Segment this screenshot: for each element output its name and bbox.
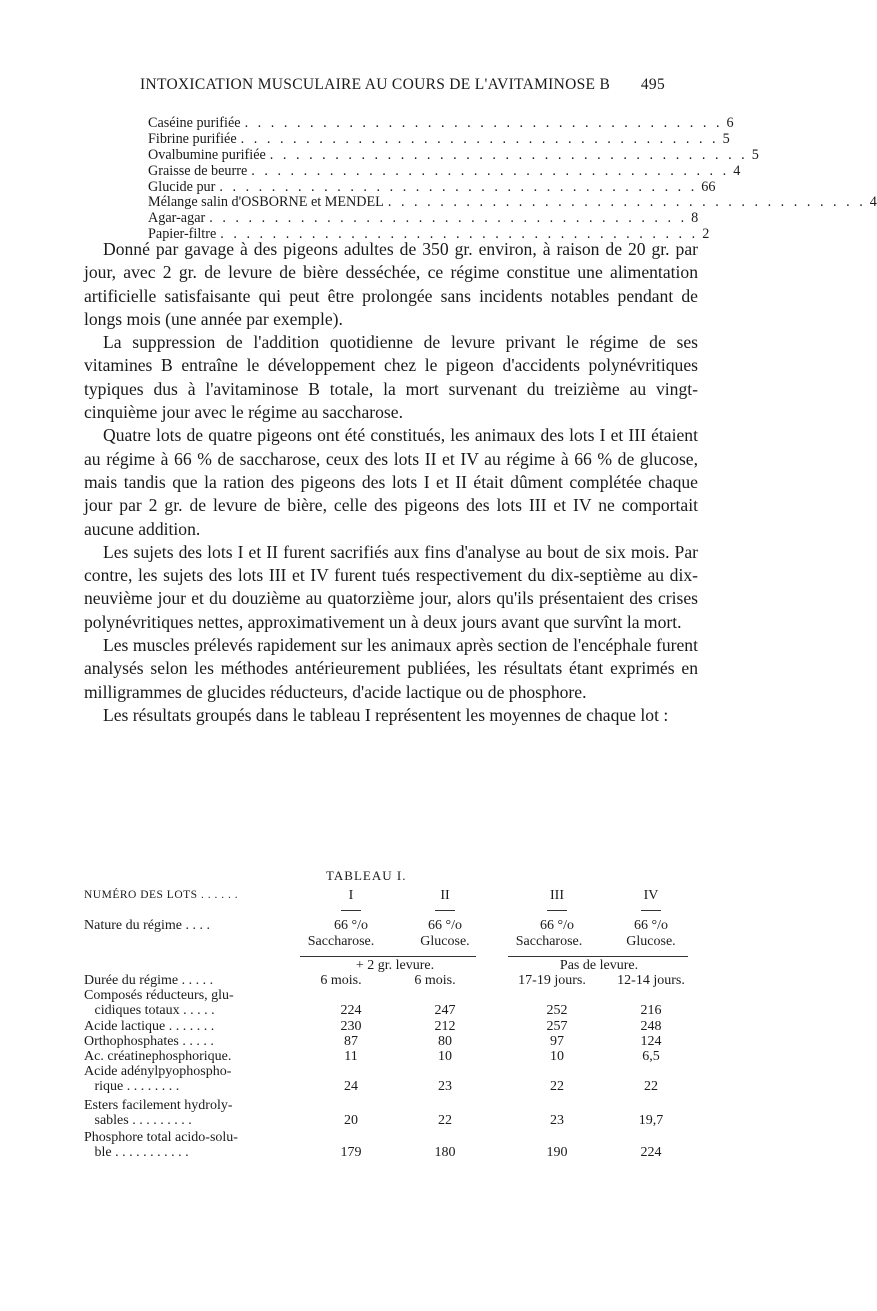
table-cell: 124	[640, 1034, 662, 1049]
table-cell: Glucose.	[626, 934, 676, 949]
list-item: Ovalbumine purifiée . . . . . . . . . . . . . . . . . . . . . . . . . . . . . . . . . . . . . 5	[148, 146, 759, 163]
divider	[435, 910, 455, 911]
table-cell: 6,5	[642, 1049, 660, 1064]
table-cell: 252	[546, 1003, 568, 1018]
table-cell: Pas de levure.	[559, 958, 639, 973]
row-label: Esters facilement hydroly- sables . . . . . . . . .	[84, 1098, 233, 1128]
table-cell: 66 °/o	[540, 918, 574, 933]
row-label: Durée du régime . . . . .	[84, 973, 214, 988]
table-cell: 6 mois.	[414, 973, 456, 988]
brace-line	[508, 956, 688, 957]
table-cell: 22	[550, 1079, 564, 1094]
row-label: Nature du régime . . . .	[84, 918, 210, 933]
table-cell: 20	[344, 1113, 358, 1128]
header-title: INTOXICATION MUSCULAIRE AU COURS DE L'AVITAMINOSE B	[140, 76, 611, 93]
paragraph: Les résultats groupés dans le tableau I représentent les moyennes de chaque lot :	[103, 704, 669, 725]
table-cell: 179	[340, 1145, 362, 1160]
table-cell: 66 °/o	[634, 918, 668, 933]
table-cell: 224	[640, 1145, 662, 1160]
table-cell: 257	[546, 1019, 568, 1034]
list-item: Fibrine purifiée . . . . . . . . . . . . . . . . . . . . . . . . . . . . . . . . . . . . . 5	[148, 130, 730, 147]
table-cell: Glucose.	[420, 934, 470, 949]
table-cell: 6 mois.	[320, 973, 362, 988]
row-label: Acide lactique . . . . . . .	[84, 1019, 215, 1034]
table-caption: TABLEAU I.	[326, 868, 407, 883]
table-cell: III	[550, 888, 564, 903]
table-cell: 66 °/o	[428, 918, 462, 933]
table-cell: 22	[438, 1113, 452, 1128]
table-cell: 230	[340, 1019, 362, 1034]
table-cell: 66 °/o	[334, 918, 368, 933]
brace-line	[300, 956, 476, 957]
list-item: Mélange salin d'OSBORNE et MENDEL . . . . . . . . . . . . . . . . . . . . . . . . . . . . . . . . . . . . . 4	[148, 194, 877, 211]
ingredient-list	[148, 115, 877, 243]
list-item: Graisse de beurre . . . . . . . . . . . . . . . . . . . . . . . . . . . . . . . . . . . . . 4	[148, 162, 741, 179]
row-label: Phosphore total acido-solu- ble . . . . . . . . . . .	[84, 1130, 238, 1160]
divider	[547, 910, 567, 911]
list-item: Agar-agar . . . . . . . . . . . . . . . . . . . . . . . . . . . . . . . . . . . . . 8	[148, 210, 699, 227]
table-cell: 10	[550, 1049, 564, 1064]
table-cell: 10	[438, 1049, 452, 1064]
row-label: NUMÉRO DES LOTS . . . . . .	[84, 889, 239, 901]
paragraph: Quatre lots de quatre pigeons ont été constitués, les animaux des lots I et III étaient au régime à 66 % de saccharose, ceux des lots II et IV au régime à 66 % de glucose, mais tandis que la ration des pigeons des lots I et II était dûment complétée chaque jour par 2 gr. de levure de bière, celle des pigeons des lots III et IV ne comportait aucune addition.	[84, 425, 698, 539]
list-item: Caséine purifiée . . . . . . . . . . . . . . . . . . . . . . . . . . . . . . . . . . . . . 6	[148, 115, 734, 131]
paragraph: Les sujets des lots I et II furent sacrifiés aux fins d'analyse au bout de six mois. Par contre, les sujets des lots III et IV furent tués respectivement du dix-septième au dix-neuvième jour et du douzième au quatorzième jour, alors qu'ils présentaient des crises polynévritiques nettes, approximativement un à deux jours avant que survînt la mort.	[84, 541, 698, 632]
table-cell: 87	[344, 1034, 358, 1049]
running-header	[140, 76, 665, 98]
row-label: Orthophosphates . . . . .	[84, 1034, 214, 1049]
row-label: Composés réducteurs, glu- cidiques totaux . . . . .	[84, 988, 234, 1018]
table-cell: I	[348, 888, 354, 903]
table-cell: + 2 gr. levure.	[355, 958, 435, 973]
paragraph: La suppression de l'addition quotidienne de levure privant le régime de ses vitamines B entraîne le développement chez le pigeon d'accidents polynévritiques typiques dus à l'avitaminose B totale, la mort survenant du treizième au vingt-cinquième jour avec le régime au saccharose.	[84, 332, 698, 423]
table-cell: 11	[344, 1049, 358, 1064]
list-item: Papier-filtre . . . . . . . . . . . . . . . . . . . . . . . . . . . . . . . . . . . . . 2	[148, 226, 710, 243]
table-cell: 247	[434, 1003, 456, 1018]
table-cell: 190	[546, 1145, 568, 1160]
page-number: 495	[640, 76, 665, 93]
table-cell: Saccharose.	[515, 934, 583, 949]
table-cell: 12-14 jours.	[617, 973, 685, 988]
table-cell: 22	[644, 1079, 658, 1094]
table-cell: 224	[340, 1003, 362, 1018]
table-cell: 180	[434, 1145, 456, 1160]
table-cell: 23	[550, 1113, 564, 1128]
table-cell: 24	[344, 1079, 358, 1094]
table-cell: 19,7	[638, 1113, 664, 1128]
body-text	[84, 238, 698, 727]
row-label: Acide adénylpyophospho- rique . . . . . . . .	[84, 1064, 232, 1094]
table-cell: 97	[550, 1034, 564, 1049]
table-cell: 248	[640, 1019, 662, 1034]
table-cell: 17-19 jours.	[518, 973, 586, 988]
table-cell: II	[440, 888, 450, 903]
row-label: Ac. créatinephosphorique.	[84, 1049, 232, 1064]
table-cell: 23	[438, 1079, 452, 1094]
table-cell: IV	[643, 888, 659, 903]
table-cell: 212	[434, 1019, 456, 1034]
table-cell: 80	[438, 1034, 452, 1049]
divider	[641, 910, 661, 911]
paragraph: Donné par gavage à des pigeons adultes de 350 gr. environ, à raison de 20 gr. par jour, avec 2 gr. de levure de bière desséchée, ce régime constitue une alimentation artificielle satisfaisante qui peut être prolongée sans incidents notables pendant de longs mois (une année par exemple).	[84, 239, 698, 329]
divider	[341, 910, 361, 911]
list-item: Glucide pur . . . . . . . . . . . . . . . . . . . . . . . . . . . . . . . . . . . . . 66	[148, 178, 716, 195]
paragraph: Les muscles prélevés rapidement sur les animaux après section de l'encéphale furent analysés selon les méthodes antérieurement publiées, les résultats étant exprimés en milligrammes de glucides réducteurs, d'acide lactique ou de phosphore.	[84, 635, 698, 702]
table-cell: Saccharose.	[307, 934, 375, 949]
table-cell: 216	[640, 1003, 662, 1018]
